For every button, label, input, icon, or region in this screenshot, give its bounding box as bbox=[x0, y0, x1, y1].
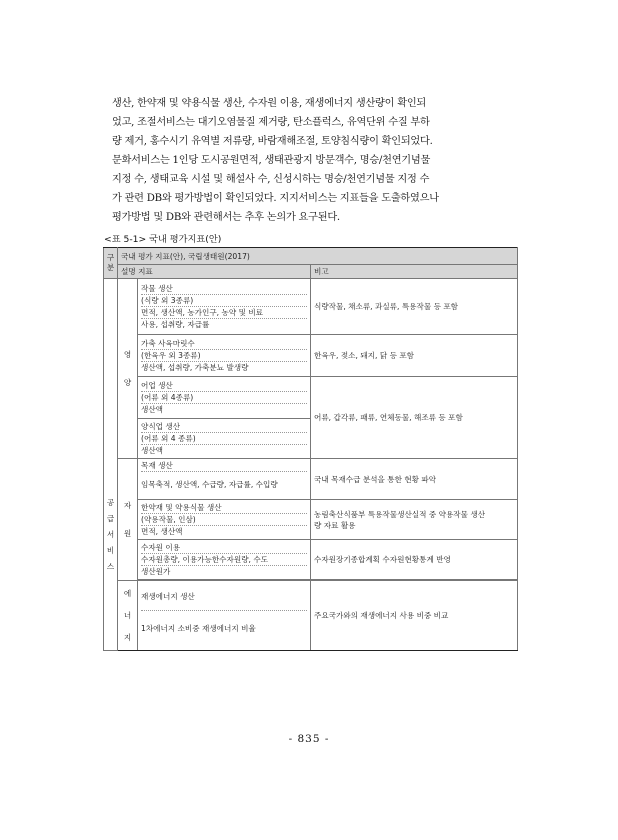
indicator-fishing: 어업 생산 (어류 외 4종류) 생산액 bbox=[138, 377, 311, 419]
table-caption: <표 5-1> 국내 평가지표(안) bbox=[104, 234, 222, 245]
paragraph-line: 었고, 조절서비스는 대기오염물질 제거량, 탄소플럭스, 유역단위 수질 부하 bbox=[112, 117, 430, 128]
remark-column-header: 비고 bbox=[311, 265, 518, 279]
paragraph-line: 량 제거, 홍수시기 유역별 저류량, 바람재해조절, 토양침식량이 확인되었다. bbox=[112, 136, 433, 147]
indicator-livestock: 가축 사육마릿수 (한육우 외 3종류) 생산액, 섭취량, 가축분뇨 발생량 bbox=[138, 335, 311, 377]
remark-energy: 주요국가와의 재생에너지 사용 비중 비교 bbox=[311, 581, 518, 651]
remark-timber: 국내 목재수급 분석을 통한 현황 파악 bbox=[311, 459, 518, 500]
category-energy: 에 너 지 bbox=[118, 581, 138, 651]
body-paragraph bbox=[112, 94, 515, 227]
remark-water: 수자원장기종합계획 수자원현황통계 반영 bbox=[311, 540, 518, 580]
indicator-crop: 작물 생산 (식량 외 3종류) 면적, 생산액, 농가인구, 농약 및 비료 사용, 섭취량, 자급률 bbox=[138, 279, 311, 335]
indicator-herbal: 한약재 및 약용식물 생산 (약용작물, 인삼) 면적, 생산액 bbox=[138, 500, 311, 540]
gubun-header: 구 분 bbox=[104, 248, 118, 279]
indicator-timber: 목재 생산 임목축적, 생산액, 수급량, 자급률, 수입량 bbox=[138, 459, 311, 500]
page-number: - 835 - bbox=[288, 733, 330, 745]
indicator-energy: 재생에너지 생산 1차에너지 소비중 재생에너지 비율 bbox=[138, 581, 311, 651]
remark-fishery: 어류, 갑각류, 패류, 연체동물, 해조류 등 포함 bbox=[311, 377, 518, 459]
indicator-table bbox=[103, 247, 518, 651]
paragraph-line: 문화서비스는 1인당 도시공원면적, 생태관광지 방문객수, 명승/천연기념물 bbox=[112, 155, 431, 166]
group-supply-service: 공 급 서 비 스 bbox=[104, 279, 118, 651]
paragraph-line: 평가방법 및 DB와 관련해서는 추후 논의가 요구된다. bbox=[112, 212, 340, 223]
paragraph-line: 생산, 한약재 및 약용식물 생산, 수자원 이용, 재생에너지 생산량이 확인되 bbox=[112, 98, 426, 109]
remark-livestock: 한육우, 젖소, 돼지, 닭 등 포함 bbox=[311, 335, 518, 377]
remark-herbal: 농림축산식품부 특용작물생산실적 중 약용작물 생산 량 자료 활용 bbox=[311, 500, 518, 540]
paragraph-line: 가 관련 DB와 평가방법이 확인되었다. 지지서비스는 지표들을 도출하였으나 bbox=[112, 193, 439, 204]
indicator-column-header: 설명 지표 bbox=[118, 265, 311, 279]
paragraph-line: 지정 수, 생태교육 시설 및 해설사 수, 신성시하는 명승/천연기념물 지정 수 bbox=[112, 174, 430, 185]
indicator-aquaculture: 양식업 생산 (어류 외 4 종류) 생산액 bbox=[138, 419, 311, 459]
category-nutrition: 영 양 bbox=[118, 279, 138, 459]
table-title-header: 국내 평가 지표(안), 국립생태원(2017) bbox=[118, 248, 518, 265]
remark-crop: 식량작물, 채소류, 과실류, 특용작물 등 포함 bbox=[311, 279, 518, 335]
indicator-water: 수자원 이용 수자원총량, 이용가능한수자원량, 수도 생산원가 bbox=[138, 540, 311, 580]
category-resource: 자 원 bbox=[118, 459, 138, 581]
